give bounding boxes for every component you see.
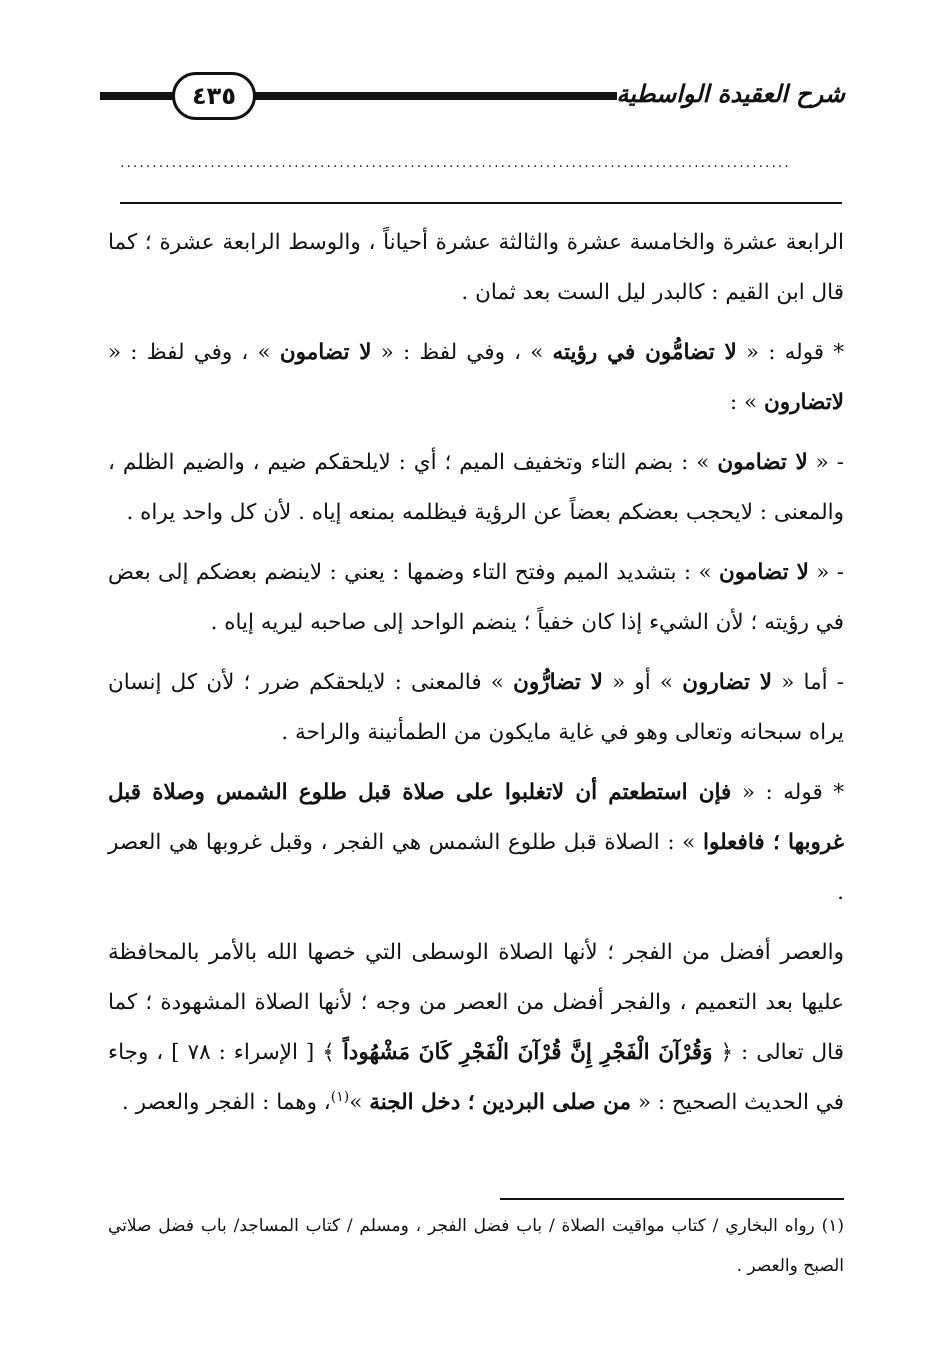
emphasis-text: لا تضارون (682, 670, 773, 695)
paragraph (108, 218, 844, 318)
dotted-separator: ........................................................................................................ (120, 156, 791, 170)
text-run: * قوله : « (731, 780, 844, 805)
text-run: » فالمعنى : لايلحقكم ضرر ؛ لأن كل إنسان يراه سبحانه وتعالى وهو في غاية مايكون من الطمأنينة والراحة . (108, 670, 844, 745)
text-run: » : الصلاة قبل طلوع الشمس هي الفجر ، وقبل غروبها هي العصر . (108, 830, 844, 905)
text-run: ، وهما : الفجر والعصر . (121, 1090, 331, 1115)
footnote-rule (500, 1198, 844, 1200)
top-rule (120, 202, 842, 204)
emphasis-text: لا تضارُّون (513, 670, 603, 695)
footnote-ref: (١) (330, 1088, 350, 1105)
text-run: » ، وفي لفظ : « (371, 340, 553, 365)
text-run: » أو « (602, 670, 683, 695)
paragraph (108, 928, 844, 1128)
text-run: - « (807, 450, 844, 475)
emphasis-text: لا تضامُّون في رؤيته (552, 340, 737, 365)
page-header (100, 68, 845, 124)
footnote-text: (١) رواه البخاري / كتاب مواقيت الصلاة / باب فضل الفجر ، ومسلم / كتاب المساجد/ باب فضل صلاتي الصبح والعصر . (108, 1216, 844, 1276)
paragraph (108, 658, 844, 758)
text-run: » : بضم التاء وتخفيف الميم ؛ أي : لايلحقكم ضيم ، والضيم الظلم ، والمعنى : لايحجب بعضكم بعضاً عن الرؤية فيظلمه بمنعه إياه . لأن كل واحد يراه . (108, 450, 844, 525)
text-run: والعصر أفضل من الفجر ؛ لأنها الصلاة الوسطى التي خصها الله بالأمر بالمحافظة عليها بعد التعميم ، والفجر أفضل من العصر من وجه ؛ لأنها الصلاة المشهودة ؛ كما قال تعالى : ﴿ (108, 940, 844, 1065)
paragraph (108, 328, 844, 428)
emphasis-text: لا تضامون (279, 340, 372, 365)
footnote (108, 1206, 844, 1286)
text-run: » : (729, 390, 764, 415)
emphasis-text: لا تضامون (717, 450, 808, 475)
paragraph (108, 548, 844, 648)
text-run: - أما « (772, 670, 844, 695)
paragraph (108, 438, 844, 538)
text-run: » ، وفي لفظ : « (108, 340, 280, 365)
text-run: الرابعة عشرة والخامسة عشرة والثالثة عشرة أحياناً ، والوسط الرابعة عشرة ؛ كما قال ابن القيم : كالبدر ليل الست بعد ثمان . (108, 230, 844, 305)
main-text (108, 218, 844, 1128)
text-run: - « (808, 560, 844, 585)
emphasis-text: وَقُرْآنَ الْفَجْرِ إِنَّ قُرْآنَ الْفَجْرِ كَانَ مَشْهُوداً (342, 1040, 713, 1065)
text-run: » (349, 1090, 370, 1115)
emphasis-text: فإن استطعتم أن لاتغلبوا على صلاة قبل طلوع الشمس وصلاة قبل غروبها ؛ فافعلوا (108, 780, 844, 855)
emphasis-text: لا تضامون (718, 560, 809, 585)
text-run: » : بتشديد الميم وفتح التاء وضمها : يعني : لاينضم بعضكم إلى بعض في رؤيته ؛ لأن الشيء إذا كان خفياً ؛ ينضم الواحد إلى صاحبه ليريه إياه . (108, 560, 844, 635)
header-rule-left (100, 92, 175, 100)
text-run: * قوله : « (736, 340, 844, 365)
book-title: شرح العقيدة الواسطية (616, 80, 845, 108)
emphasis-text: من صلى البردين ؛ دخل الجنة (369, 1090, 632, 1115)
text-run: ﴾ [ الإسراء : ٧٨ ] ، وجاء في الحديث الصحيح : « (108, 1040, 844, 1115)
header-rule-right (245, 92, 617, 100)
page-number: ٤٣٥ (172, 72, 256, 120)
emphasis-text: لاتضارون (764, 390, 844, 415)
paragraph (108, 768, 844, 918)
